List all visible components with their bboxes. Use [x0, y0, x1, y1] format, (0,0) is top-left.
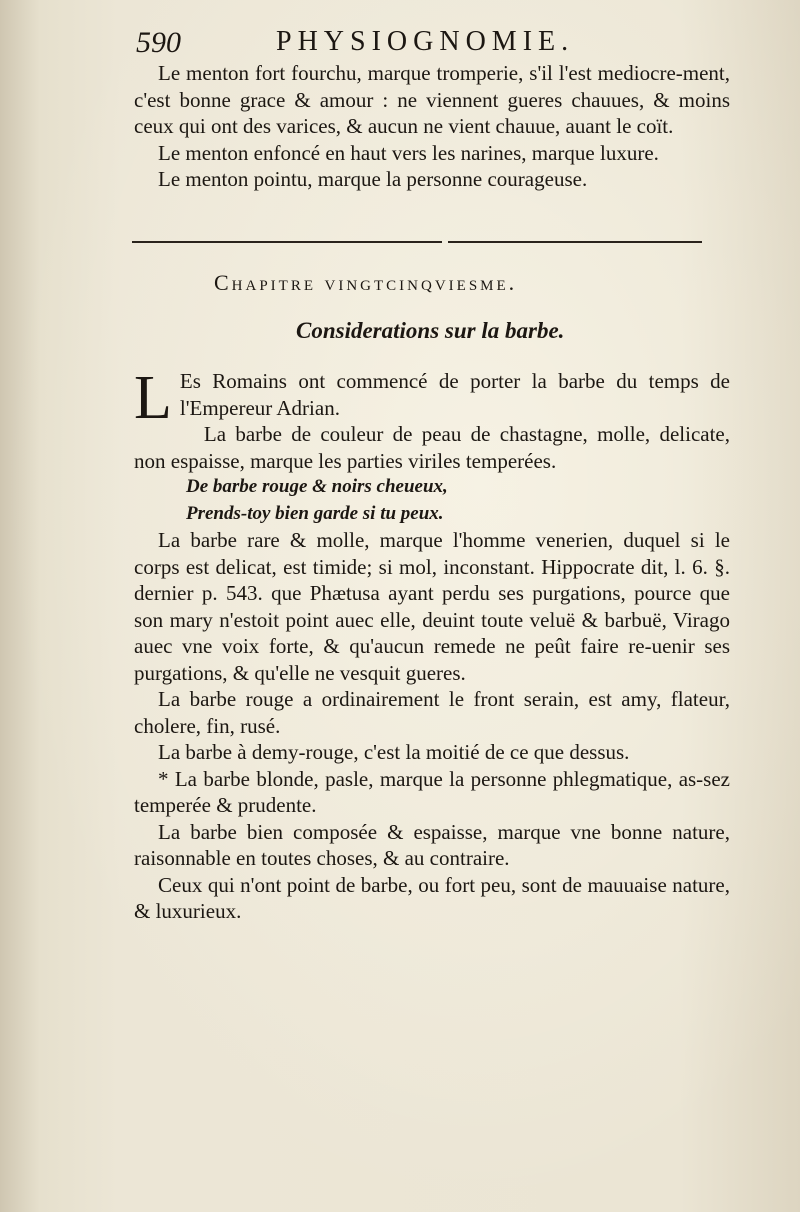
paragraph-red-beard: La barbe rouge a ordinairement le front serain, est amy, flateur, cholere, fin, rusé.	[134, 687, 730, 738]
paragraph-chin-forked: Le menton fort fourchu, marque tromperie, s'il l'est mediocre-ment, c'est bonne grace & amour : ne viennent gueres chauues, & moins ceux qui ont des varices, & aucun ne vient chauue, auant le coït.	[134, 61, 730, 138]
divider-rule-right	[448, 241, 702, 243]
top-text-block	[134, 60, 730, 193]
running-head: PHYSIOGNOMIE.	[276, 26, 575, 57]
paragraph-no-beard: Ceux qui n'ont point de barbe, ou fort peu, sont de mauuaise nature, & luxurieux.	[134, 872, 730, 923]
drop-cap: L	[134, 364, 172, 432]
paragraph-half-red-beard: La barbe à demy-rouge, c'est la moitié de ce que dessus.	[158, 740, 630, 764]
chapter-subtitle: Considerations sur la barbe.	[296, 318, 565, 343]
paragraph-blond-beard: * La barbe blonde, pasle, marque la personne phlegmatique, as-sez temperée & prudente.	[134, 766, 730, 817]
paragraph-romans-text: Es Romains ont commencé de porter la barbe du temps de l'Empereur Adrian.	[179, 369, 730, 420]
paragraph-chin-sunken: Le menton enfoncé en haut vers les narines, marque luxure.	[158, 140, 659, 165]
chapter-title: Chapitre vingtcinqviesme.	[214, 270, 518, 295]
paragraph-chin-pointed: Le menton pointu, marque la personne courageuse.	[158, 167, 588, 191]
divider-rule-left	[132, 241, 442, 243]
verse-line-1: De barbe rouge & noirs cheueux,	[186, 476, 448, 497]
page-number: 590	[136, 26, 181, 59]
paragraph-romans	[134, 364, 730, 432]
verse-line-2: Prends-toy bien garde si tu peux.	[186, 502, 444, 524]
main-text-block	[134, 364, 730, 925]
paragraph-thick-beard: La barbe bien composée & espaisse, marque vne bonne nature, raisonnable en toutes choses, & au contraire.	[134, 819, 730, 870]
paragraph-chestnut-beard: La barbe de couleur de peau de chastagne, molle, delicate, non espaisse, marque les parties viriles temperées.	[134, 422, 730, 473]
paragraph-rare-beard: La barbe rare & molle, marque l'homme venerien, duquel si le corps est delicat, est timide; si mol, inconstant. Hippocrate dit, l. 6. §. dernier p. 543. que Phætusa ayant perdu ses purgations, pource que son mary n'estoit point auec elle, deuint toute veluë & barbuë, Virago auec vne voix forte, & qu'aucun remede ne peût faire re-uenir ses purgations, & qu'elle ne vesquit gueres.	[134, 528, 730, 685]
page-header	[136, 22, 616, 62]
